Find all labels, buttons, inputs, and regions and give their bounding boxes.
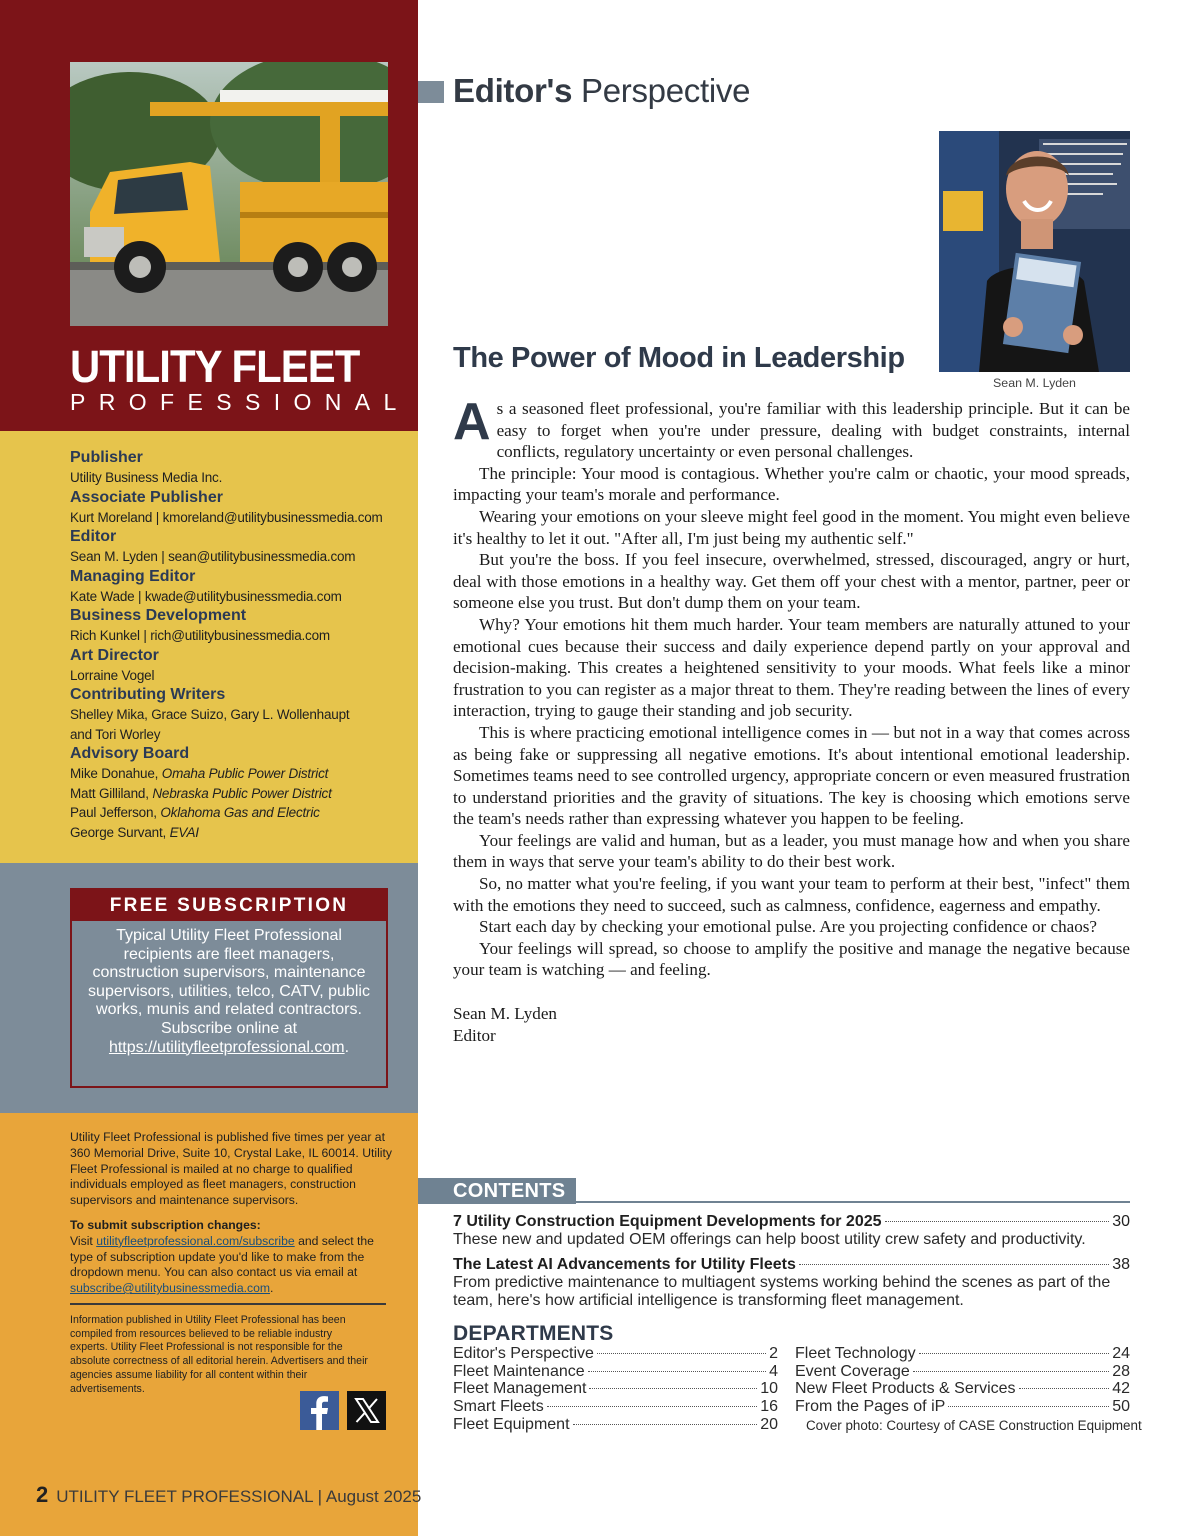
page-footer (36, 1482, 421, 1508)
drop-cap: A (453, 393, 491, 451)
leader-dots (589, 1388, 757, 1389)
subscribe-email-link[interactable]: subscribe@utilitybusinessmedia.com (70, 1281, 271, 1296)
subscription-body: Typical Utility Fleet Professional recipients are fleet managers, construction supervisors, maintenance supervisors, utilities, telco, CATV, public works, munis and related contractors. Subscribe online at https://utilityfleetprofessional.com. (88, 927, 370, 1056)
toc-department-item[interactable]: New Fleet Products & Services 42 (795, 1380, 1130, 1398)
publication-about: Utility Fleet Professional is published five times per year at 360 Memorial Drive, Suite 10, Crystal Lake, IL 60014. Utility Fleet Professional is mailed at no charge to qualified individuals employed as fleet managers, construction supervisors and maintenance supervisors. (70, 1130, 392, 1208)
departments-heading: DEPARTMENTS (453, 1322, 614, 1345)
toc-department-item[interactable]: From the Pages of iP 50 (795, 1398, 1130, 1416)
footer-separator: | (317, 1487, 323, 1506)
masthead-role: Advisory Board (70, 745, 190, 762)
masthead-contributing-writers (70, 685, 410, 744)
subscribe-page-link[interactable]: utilityfleetprofessional.com/subscribe (96, 1233, 295, 1248)
footer-issue-date: August 2025 (325, 1487, 422, 1506)
masthead-name: Sean M. Lyden | sean@utilitybusinessmedia.com (70, 549, 356, 564)
masthead-role: Associate Publisher (70, 488, 223, 506)
advisory-member: Mike Donahue, Omaha Public Power District (70, 766, 329, 781)
free-subscription-box (70, 888, 388, 1088)
article-paragraph: This is where practicing emotional intelligence comes in — but not in a way that comes across as being fake or suppressing all negative emotions. It's about intentional emotional leadership. Sometimes teams need to see controlled urgency, appropriate concern or even measured frustration to understand priorities and the gravity of situations. The key is choosing which emotions serve the team's needs rather than expressing whatever you happen to be feeling. (453, 722, 1130, 829)
leader-dots (547, 1406, 758, 1407)
magazine-logo[interactable] (70, 341, 410, 415)
leader-dots (919, 1353, 1110, 1354)
publication-info (70, 1130, 392, 1297)
facebook-icon[interactable] (300, 1391, 339, 1430)
signoff-title: Editor (453, 1025, 496, 1045)
leader-dots (913, 1371, 1109, 1372)
toc-feature-title: The Latest AI Advancements for Utility Fleets (453, 1256, 796, 1273)
photo-caption: Sean M. Lyden (993, 376, 1076, 390)
section-title: Editor's Perspective (453, 72, 751, 109)
article-paragraph: But you're the boss. If you feel insecure, overwhelmed, stressed, discouraged, angry or hurt, deal with those emotions in a healthy way. Get them off your chest with a mentor, partner, peer or someone else you trust. But don't dump them on your team. (453, 550, 1130, 613)
leader-dots (573, 1424, 758, 1425)
article-paragraph: Your feelings will spread, so choose to amplify the positive and manage the negative because your team is watching — and feeling. (453, 938, 1130, 980)
disclaimer: Information published in Utility Fleet Professional has been compiled from resources believed to be reliable industry experts. Utility Fleet Professional is not responsible for the absolute correctness of all editorial herein. Advertisers and their agencies assume liability for all content within their advertisements. (70, 1314, 368, 1395)
toc-feature-item[interactable] (453, 1213, 1130, 1249)
toc-department-item[interactable]: Fleet Equipment 20 (453, 1415, 778, 1433)
article-title: The Power of Mood in Leadership (453, 342, 905, 374)
leader-dots (885, 1221, 1110, 1222)
logo-subtitle: PROFESSIONAL (70, 389, 410, 415)
article-paragraph: Start each day by checking your emotional pulse. Are you projecting confidence or chaos? (479, 917, 1098, 937)
departments-right-column (795, 1345, 1130, 1416)
masthead (70, 448, 410, 842)
sidebar (0, 0, 422, 1536)
article-paragraph: The principle: Your mood is contagious. Whether you're calm or chaotic, your mood spreads, impacting your team's morale and performance. (453, 463, 1130, 505)
divider (70, 1303, 386, 1305)
masthead-name: and Tori Worley (70, 726, 161, 742)
x-icon[interactable] (347, 1391, 386, 1430)
toc-department-item[interactable]: Fleet Technology 24 (795, 1345, 1130, 1362)
masthead-role: Art Director (70, 646, 159, 664)
subscription-heading: FREE SUBSCRIPTION (72, 890, 386, 921)
masthead-name: Shelley Mika, Grace Suizo, Gary L. Wollenhaupt (70, 707, 350, 722)
masthead-role: Editor (70, 528, 117, 545)
masthead-name: Lorraine Vogel (70, 667, 155, 683)
toc-department-item[interactable]: Editor's Perspective 2 (453, 1345, 778, 1362)
subscription-changes-heading: To submit subscription changes: (70, 1217, 261, 1232)
advisory-member: Paul Jefferson, Oklahoma Gas and Electric (70, 805, 320, 820)
article-paragraph: As a seasoned fleet professional, you're familiar with this leadership principle. But it can be easy to forget when you're under pressure, dealing with budget constraints, internal conflicts, regulatory uncertainty or even personal challenges. (453, 393, 1130, 462)
masthead-business-development (70, 606, 410, 646)
leader-dots (588, 1371, 766, 1372)
toc-page-number: 30 (1112, 1213, 1130, 1230)
editor-photo (939, 131, 1130, 372)
masthead-role: Contributing Writers (70, 686, 226, 703)
masthead-role: Business Development (70, 607, 247, 624)
leader-dots (1019, 1388, 1110, 1389)
leader-dots (948, 1406, 1109, 1407)
toc-feature-description: These new and updated OEM offerings can help boost utility crew safety and productivity. (453, 1231, 1086, 1248)
advisory-member: Matt Gilliland, Nebraska Public Power District (70, 785, 332, 801)
toc-department-item[interactable]: Smart Fleets 16 (453, 1398, 778, 1416)
masthead-associate-publisher (70, 488, 410, 528)
section-marker (418, 81, 444, 103)
masthead-editor (70, 527, 410, 567)
article-paragraph: Why? Your emotions hit them much harder. Your team members are naturally attuned to your emotional cues because their success and daily experience depend partly on your approval and decision-making. This creates a heightened sensitivity to your moods. What feels like a minor frustration to you can register as a major threat to them. They're reading between the lines of every interaction, trying to gauge their standing and job security. (453, 614, 1130, 721)
masthead-role: Publisher (70, 449, 143, 466)
departments-left-column (453, 1345, 778, 1434)
masthead-name: Utility Business Media Inc. (70, 470, 223, 485)
toc-department-item[interactable]: Fleet Management 10 (453, 1380, 778, 1398)
page-number: 2 (36, 1482, 49, 1507)
toc-department-item[interactable]: Fleet Maintenance 4 (453, 1362, 778, 1380)
masthead-managing-editor (70, 567, 410, 607)
masthead-name: Kate Wade | kwade@utilitybusinessmedia.com (70, 588, 342, 604)
toc-department-item[interactable]: Event Coverage 28 (795, 1362, 1130, 1380)
masthead-role: Managing Editor (70, 567, 196, 585)
masthead-name: Rich Kunkel | rich@utilitybusinessmedia.com (70, 628, 330, 643)
contents-heading: CONTENTS (418, 1178, 576, 1204)
advisory-member: George Survant, EVAI (70, 824, 199, 840)
leader-dots (597, 1353, 766, 1354)
subscription-changes-text: Visit utilityfleetprofessional.com/subscribe and select the type of subscription update you'd like to make from the dropdown menu. You can also contact us via email at subscribe@utilitybusinessmedia.com. (70, 1233, 374, 1296)
signoff-name: Sean M. Lyden (453, 1004, 557, 1023)
article-paragraph: So, no matter what you're feeling, if you want your team to perform at their best, "infect" them with the emotions they need to succeed, such as calmness, confidence, eagerness and empathy. (453, 874, 1130, 915)
masthead-advisory-board (70, 744, 410, 842)
toc-feature-description: From predictive maintenance to multiagent systems working behind the scenes as part of the team, here's how artificial intelligence is transforming fleet management. (453, 1274, 1111, 1309)
article-paragraph: Wearing your emotions on your sleeve might feel good in the moment. You might even believe it's healthy to let it out. "After all, I'm just being my authentic self." (453, 506, 1130, 548)
subscribe-link[interactable]: https://utilityfleetprofessional.com (108, 1038, 345, 1056)
toc-feature-title: 7 Utility Construction Equipment Developments for 2025 (453, 1213, 882, 1230)
article-body (453, 393, 1130, 981)
cover-photo-credit: Cover photo: Courtesy of CASE Construction Equipment (806, 1418, 1142, 1433)
toc-feature-item[interactable] (453, 1256, 1130, 1310)
footer-magazine-name: UTILITY FLEET PROFESSIONAL (56, 1487, 313, 1506)
logo-wordmark: UTILITY FLEET (70, 341, 360, 392)
editor-signoff (453, 1003, 557, 1046)
contents-rule (576, 1201, 1130, 1203)
masthead-publisher (70, 448, 410, 488)
masthead-art-director (70, 646, 410, 686)
article-paragraph: Your feelings are valid and human, but as a leader, you must manage how and when you share them in ways that serve your team's ability to do their best work. (453, 830, 1130, 872)
toc-page-number: 38 (1112, 1256, 1130, 1273)
leader-dots (799, 1264, 1109, 1265)
cover-thumbnail-truck-photo (70, 62, 388, 326)
masthead-name: Kurt Moreland | kmoreland@utilitybusinessmedia.com (70, 509, 383, 525)
